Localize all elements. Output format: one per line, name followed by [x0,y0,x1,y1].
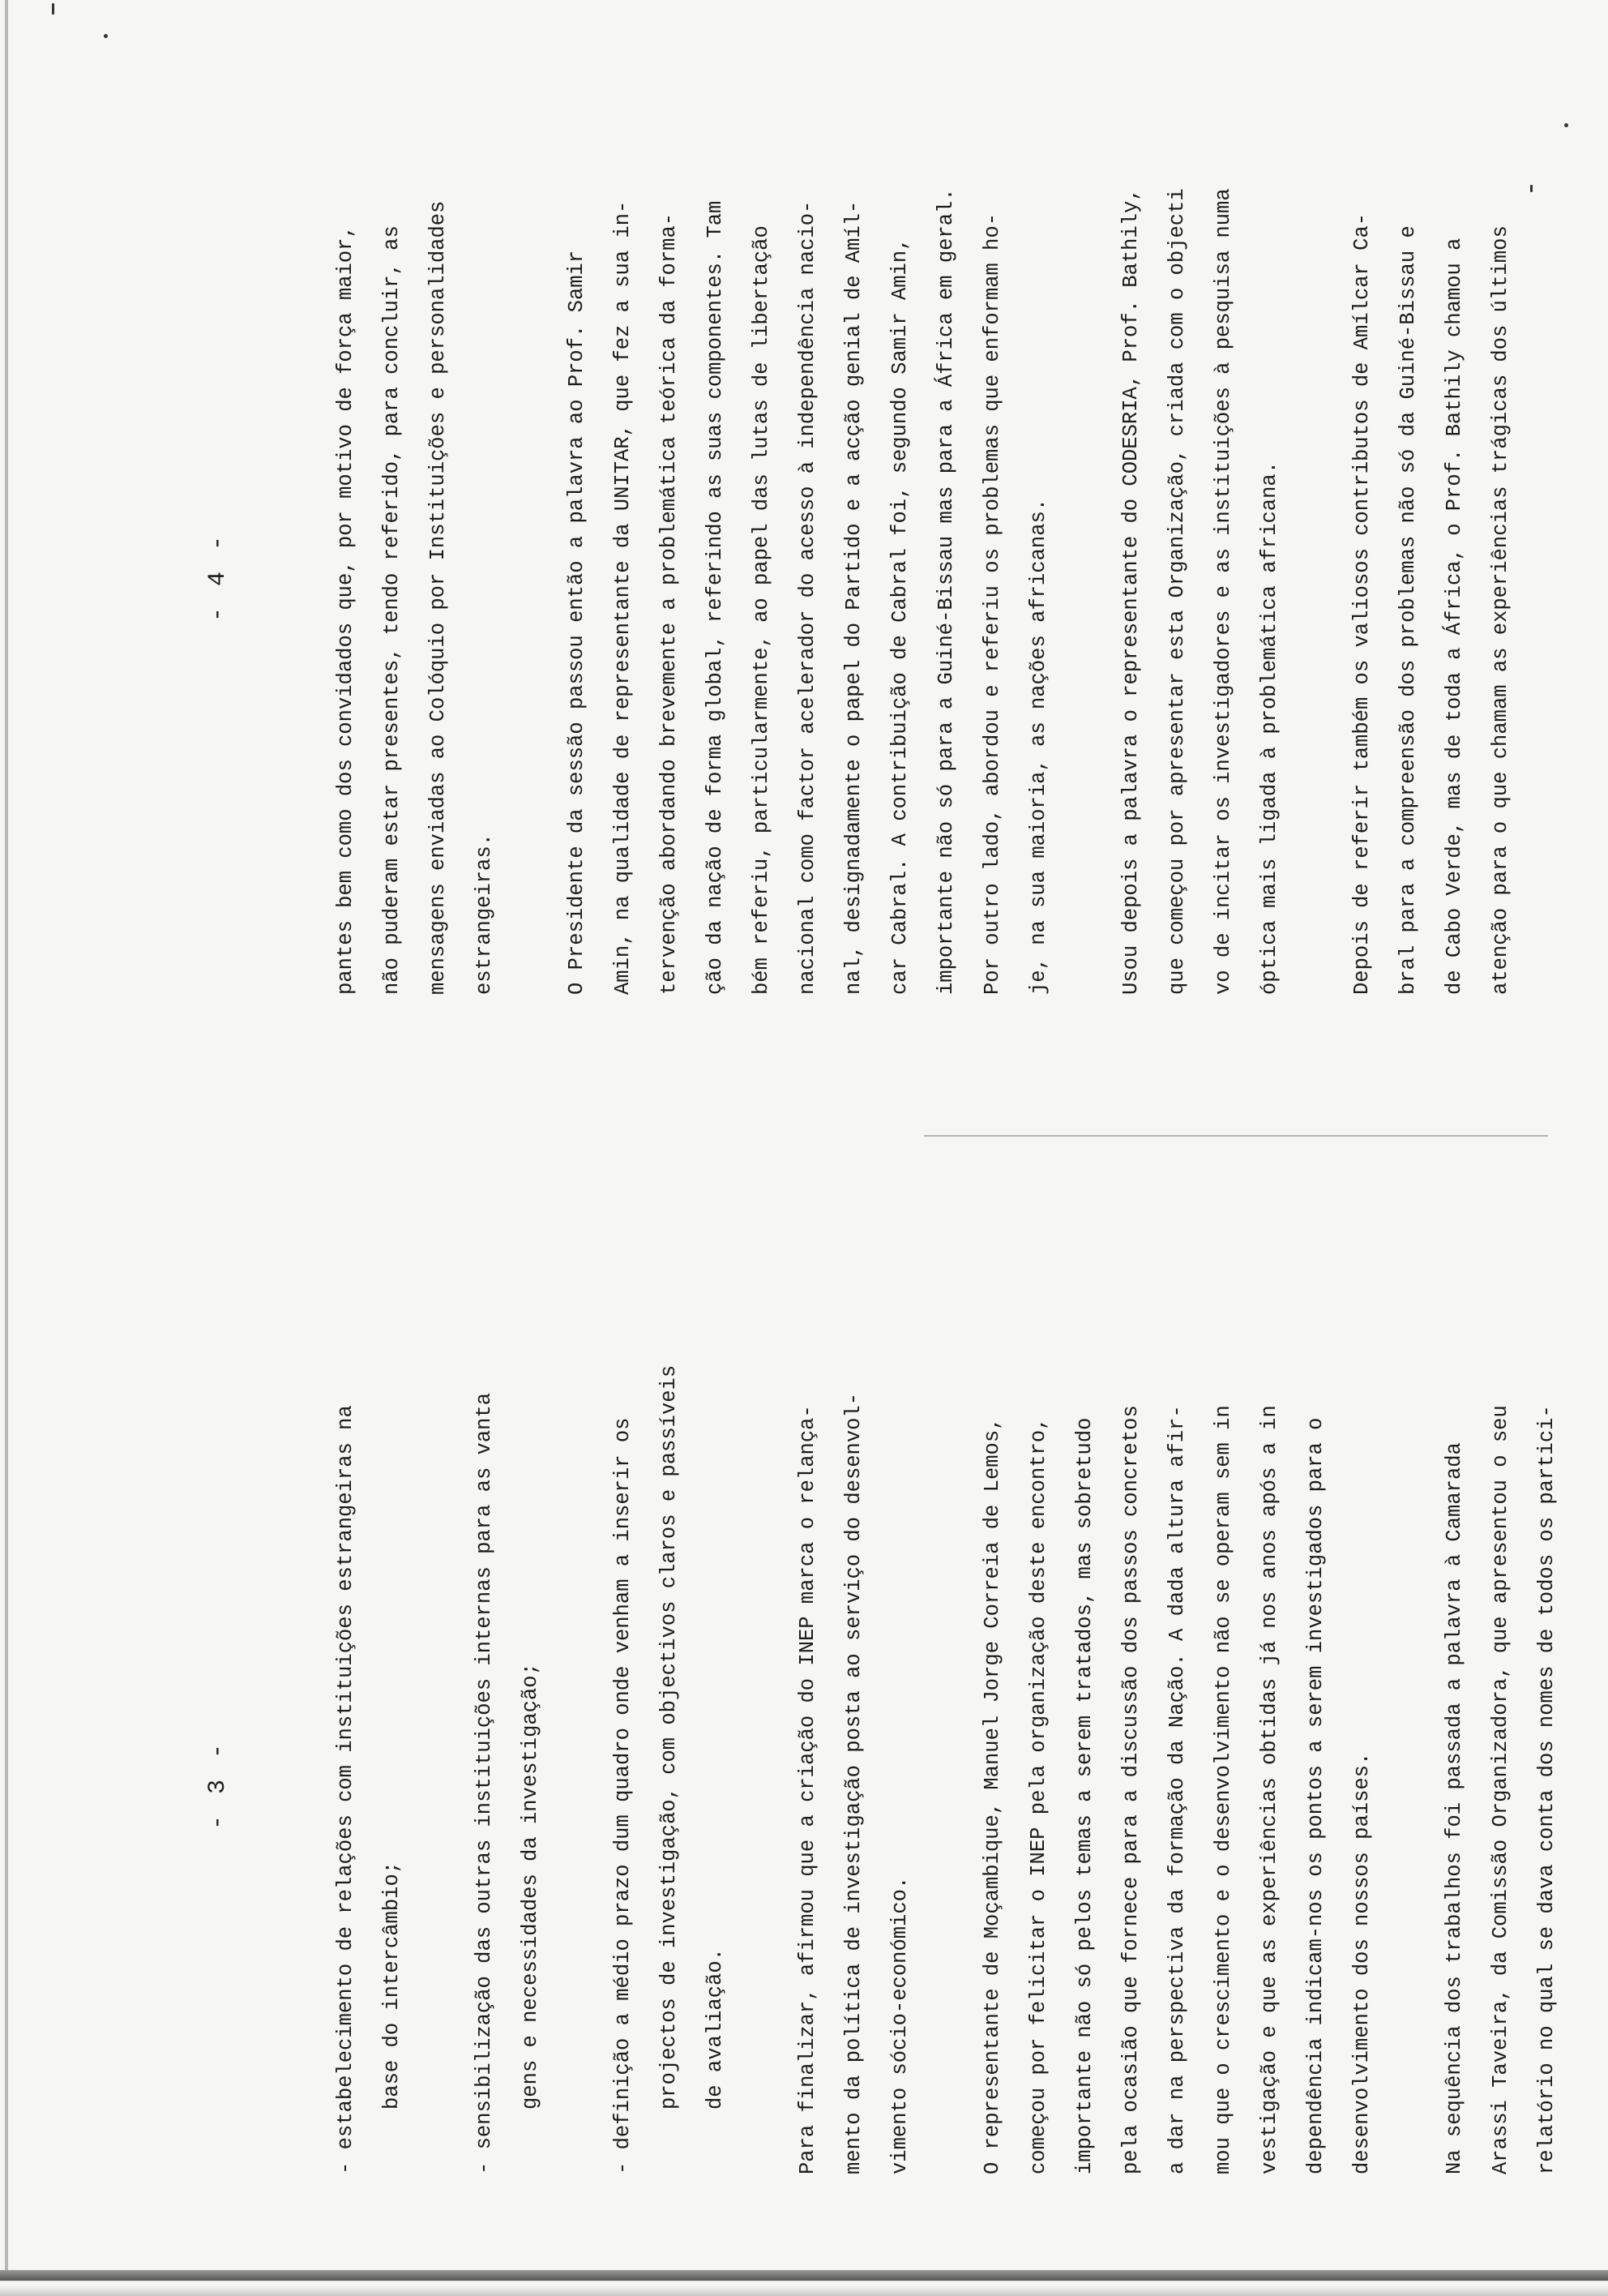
paragraph-gap [415,1202,461,2174]
paragraph-gap [923,1202,969,2174]
text-line: importante não só pelos temas a serem tratados, mas sobretudo [1073,1417,1097,2174]
text-line: car Cabral. A contribuição de Cabral foi, segundo Samir Amin, [888,238,912,995]
text-line: gens e necessidades da investigação; [519,1663,542,2110]
text-line: O Presidente da sessão passou então a palavra ao Prof. Samir [565,250,588,995]
text-line: - sensibilização das outras instituições internas para as vanta [473,1392,496,2174]
text-line: começou por felicitar o INEP pela organização deste encontro, [1027,1417,1050,2174]
text-line: Arassi Taveira, da Comissão Organizadora, que apresentou o seu [1489,1405,1512,2174]
text-line: a dar na perspectiva da formação da Nação. A dada altura afir- [1165,1405,1189,2174]
text-line: Na sequência dos trabalhos foi passada a palavra à Camarada [1443,1442,1466,2174]
text-line: óptica mais ligada à problemática africana. [1258,460,1281,995]
paragraph [461,1202,554,2174]
text-line: Depois de referir também os valiosos contributos de Amílcar Ca- [1350,212,1374,995]
text-line: mensagens enviadas ao Colóquio por Instituições e personalidades [426,200,450,995]
paragraph-gap [507,22,554,995]
paragraph-gap [738,1202,785,2174]
text-line: - estabelecimento de relações com instituições estrangeiras na [334,1405,357,2174]
text-line: Para finalizar, afirmou que a criação do INEP marca o relança- [796,1405,819,2174]
text-line: base do intercâmbio; [380,1861,404,2110]
text-line: pantes bem como dos convidados que, por motivo de força maior, [334,225,357,995]
text-line: desenvolvimento dos nossos países. [1350,1752,1374,2174]
paragraph [785,1202,923,2174]
text-line: tervenção abordando brevemente a problemática teórica da forma- [657,212,681,995]
paragraph-gap [1385,1202,1431,2174]
text-line: je, na sua maioria, as nações africanas. [1027,498,1050,995]
text-line: O representante de Moçambique, Manuel Jorge Correia de Lemos, [981,1417,1004,2174]
text-line: Usou depois a palavra o representante do CODESRIA, Prof. Bathily, [1119,188,1143,995]
text-line: bral para a compreensão dos problemas não só da Guiné-Bissau e [1396,225,1420,995]
paragraph [323,1202,415,2174]
paragraph [600,1202,738,2174]
text-line: nal, designadamente o papel do Partido e a acção genial de Amíl- [842,200,866,995]
text-line: não puderam estar presentes, tendo referido, para concluir, as [380,225,404,995]
text-line: vo de incitar os investigadores e as instituições à pesquisa numa [1212,188,1235,995]
paragraph-gap [554,1202,600,2174]
paragraph [554,22,1062,995]
paragraph [1339,22,1524,995]
text-line: dependência indicam-nos os pontos a serem investigados para o [1304,1417,1328,2174]
page-number-3: - 3 - [204,1740,232,1830]
text-line: Amin, na qualidade de representante da UNITAR, que fez a sua in- [611,200,635,995]
text-line: que começou por apresentar esta Organização, criada com o objecti [1165,188,1189,995]
text-line: de Cabo Verde, mas de toda a África, o Prof. Bathily chamou a [1443,238,1466,995]
text-line: mento da política de investigação posta ao serviço do desenvol- [842,1392,866,2174]
text-line: projectos de investigação, com objectivos claros e passíveis [657,1364,681,2110]
text-line: mou que o crescimento e o desenvolvimento não se operam sem in [1212,1405,1235,2174]
text-line: nacional como factor acelerador do acesso à independência nacio- [796,200,819,995]
paragraph-gap [1062,22,1108,995]
text-line: atenção para o que chamam as experiências trágicas dos últimos [1489,225,1512,995]
page-number-4: - 4 - [204,532,232,622]
text-line: ção da nação de forma global, referindo as suas componentes. Tam [704,200,727,995]
right-page-column [323,22,1524,995]
text-line: estrangeiras. [473,833,496,995]
paragraph [1108,22,1293,995]
text-line: - definição a médio prazo dum quadro onde venham a inserir os [611,1417,635,2174]
text-line: importante não só para a Guiné-Bissau mas para a África em geral. [934,188,958,995]
paragraph [969,1202,1385,2174]
text-line: Por outro lado, abordou e referiu os problemas que enformam ho- [981,212,1004,995]
paragraph [323,22,507,995]
left-page-column [323,1202,1570,2174]
text-line: bém referiu, particularmente, ao papel das lutas de libertação [750,225,773,995]
paragraph-gap [1293,22,1339,995]
text-line: de avaliação. [704,1948,727,2110]
text-line: pela ocasião que fornece para a discussão dos passos concretos [1119,1405,1143,2174]
text-line: vimento sócio-económico. [888,1876,912,2174]
text-line: vestigação e que as experiências obtidas já nos anos após a in [1258,1405,1281,2174]
text-line: relatório no qual se dava conta dos nomes de todos os partici- [1535,1405,1559,2174]
paragraph [1431,1202,1570,2174]
